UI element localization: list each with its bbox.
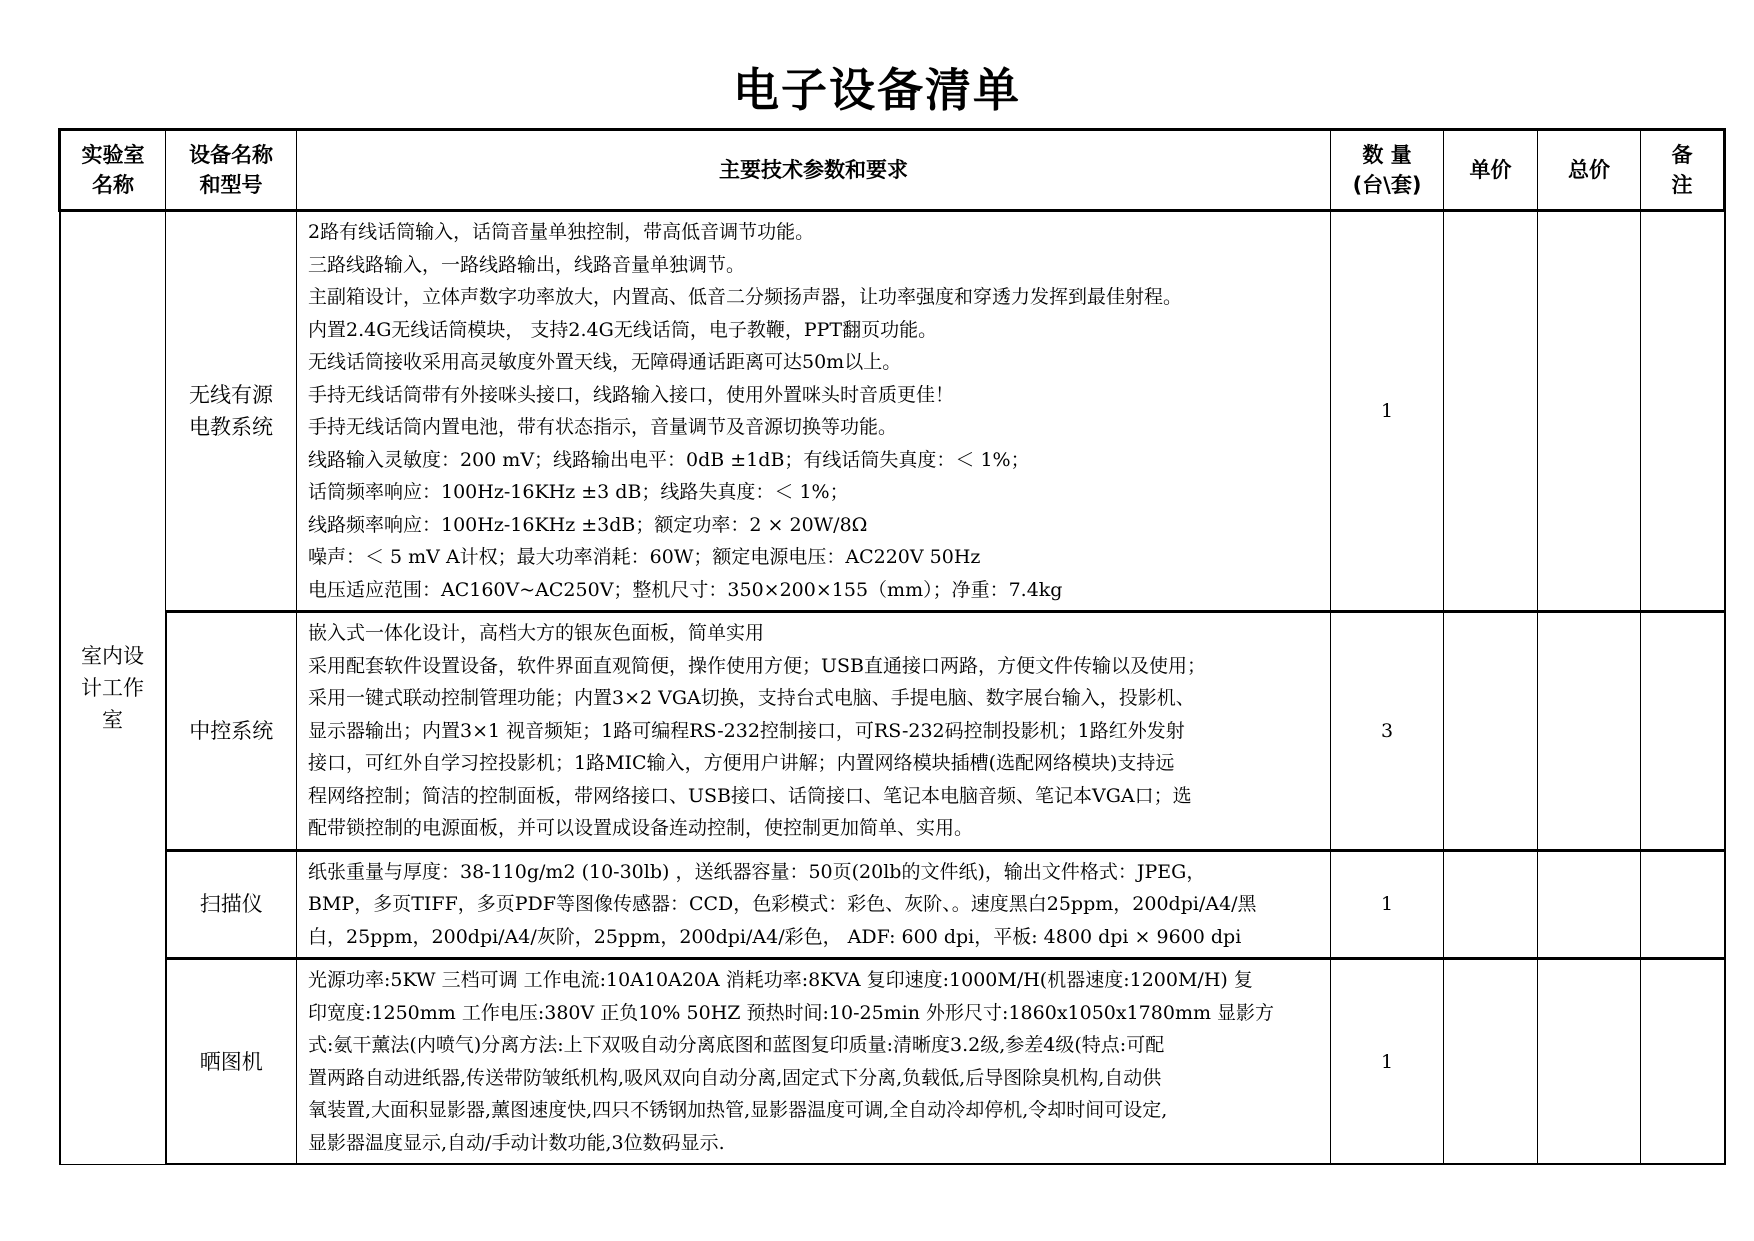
device-name-line: 无线有源: [189, 383, 273, 407]
qty-cell: 1: [1331, 850, 1444, 959]
remark-cell: [1641, 959, 1725, 1165]
spec-line: 程网络控制；简洁的控制面板，带网络接口、USB接口、话筒接口、笔记本电脑音频、笔记本VGA口；选: [308, 784, 1192, 807]
spec-line: 式:氨干薰法(内喷气)分离方法:上下双吸自动分离底图和蓝图复印质量:清晰度3.2级,参差4级(特点:可配: [308, 1034, 1165, 1056]
remark-cell: [1641, 850, 1725, 959]
header-lab-line: 实验室: [81, 143, 145, 167]
header-total-price: 总价: [1538, 130, 1641, 211]
device-name-line: 中控系统: [189, 718, 274, 743]
equipment-table: [58, 128, 1726, 1165]
spec-cell: [297, 612, 1331, 851]
lab-name-line: 计工作: [81, 675, 144, 700]
spec-line: 线路频率响应：100Hz-16KHz ±3dB；额定功率：2 × 20W/8Ω: [308, 513, 868, 536]
spec-line: 主副箱设计，立体声数字功率放大，内置高、低音二分频扬声器，让功率强度和穿透力发挥到最佳射程。: [308, 286, 1183, 308]
unit-price-cell: [1444, 211, 1538, 612]
lab-name-cell: [60, 211, 166, 1165]
spec-line: 手持无线话筒带有外接咪头接口，线路输入接口，使用外置咪头时音质更佳！: [308, 383, 955, 406]
spec-line: 电压适应范围：AC160V~AC250V；整机尺寸：350×200×155（mm）；净重：7.4kg: [308, 578, 1063, 601]
header-unit-price: 单价: [1444, 130, 1538, 211]
total-price-cell: [1538, 612, 1641, 851]
lab-name-line: 室: [102, 707, 123, 732]
spec-line: 置两路自动进纸器,传送带防皱纸机构,吸风双向自动分离,固定式下分离,负载低,后导图除臭机构,自动供: [308, 1066, 1162, 1089]
spec-line: 显影器温度显示,自动/手动计数功能,3位数码显示.: [308, 1131, 725, 1154]
header-qty-line: (台\套): [1352, 173, 1422, 197]
header-qty: [1331, 130, 1444, 211]
header-row: [60, 130, 1725, 211]
header-remark: [1641, 130, 1725, 211]
spec-line: BMP，多页TIFF，多页PDF等图像传感器：CCD，色彩模式：彩色、灰阶、。速度黑白25ppm，200dpi/A4/黑: [308, 893, 1257, 915]
spec-line: 嵌入式一体化设计，高档大方的银灰色面板，简单实用: [308, 622, 765, 644]
spec-cell: [297, 959, 1331, 1165]
remark-cell: [1641, 211, 1725, 612]
spec-line: 采用一键式联动控制管理功能；内置3×2 VGA切换，支持台式电脑、手提电脑、数字展台输入，投影机、: [308, 687, 1195, 709]
remark-cell: [1641, 612, 1725, 851]
header-device-line: 和型号: [199, 173, 263, 197]
qty-cell: 3: [1331, 612, 1444, 851]
spec-line: 光源功率:5KW 三档可调 工作电流:10A10A20A 消耗功率:8KVA 复印速度:1000M/H(机器速度:1200M/H) 复: [308, 969, 1253, 991]
spec-line: 内置2.4G无线话筒模块， 支持2.4G无线话筒，电子教鞭，PPT翻页功能。: [308, 318, 938, 341]
table-row: [60, 211, 1725, 612]
spec-cell: [297, 211, 1331, 612]
device-name-line: 扫描仪: [199, 892, 263, 917]
device-name-cell: [166, 211, 297, 612]
spec-line: 话筒频率响应：100Hz-16KHz ±3 dB；线路失真度：＜ 1%；: [308, 481, 849, 503]
table-row: [60, 612, 1725, 851]
lab-name-line: 室内设: [81, 643, 144, 668]
spec-line: 无线话筒接收采用高灵敏度外置天线，无障碍通话距离可达50m以上。: [308, 351, 902, 373]
device-name-line: 晒图机: [199, 1049, 263, 1074]
qty-cell: 1: [1331, 211, 1444, 612]
spec-line: 显示器输出；内置3×1 视音频矩；1路可编程RS-232控制接口，可RS-232码控制投影机；1路红外发射: [308, 719, 1185, 742]
header-device: [166, 130, 297, 211]
unit-price-cell: [1444, 959, 1538, 1165]
header-spec: 主要技术参数和要求: [297, 130, 1331, 211]
header-remark-line: 备: [1671, 143, 1693, 167]
spec-line: 纸张重量与厚度：38-110g/m2 (10-30lb) ，送纸器容量：50页(20lb的文件纸)，输出文件格式：JPEG，: [308, 860, 1206, 883]
table-row: [60, 850, 1725, 959]
spec-line: 线路输入灵敏度：200 mV；线路输出电平：0dB ±1dB；有线话筒失真度：＜ 1%；: [308, 448, 1030, 471]
spec-line: 接口，可红外自学习控投影机；1路MIC输入，方便用户讲解；内置网络模块插槽(选配网络模块)支持远: [308, 752, 1175, 774]
header-lab: [60, 130, 166, 211]
unit-price-cell: [1444, 612, 1538, 851]
total-price-cell: [1538, 211, 1641, 612]
device-name-cell: [166, 850, 297, 959]
total-price-cell: [1538, 850, 1641, 959]
spec-line: 氧装置,大面积显影器,薰图速度快,四只不锈钢加热管,显影器温度可调,全自动冷却停机,令却时间可设定,: [308, 1099, 1168, 1121]
spec-line: 三路线路输入，一路线路输出，线路音量单独调节。: [308, 253, 746, 276]
spec-line: 采用配套软件设置设备，软件界面直观简便，操作使用方便；USB直通接口两路，方便文件传输以及使用；: [308, 654, 1206, 677]
header-device-line: 设备名称: [189, 143, 273, 167]
total-price-cell: [1538, 959, 1641, 1165]
page-title: 电子设备清单: [733, 63, 1021, 117]
qty-cell: 1: [1331, 959, 1444, 1165]
header-lab-line: 名称: [92, 173, 134, 197]
spec-line: 噪声：＜ 5 mV A计权；最大功率消耗：60W；额定电源电压：AC220V 50Hz: [308, 546, 981, 568]
unit-price-cell: [1444, 850, 1538, 959]
spec-line: 2路有线话筒输入，话筒音量单独控制，带高低音调节功能。: [308, 221, 815, 243]
device-name-line: 电教系统: [189, 415, 273, 439]
spec-line: 白，25ppm，200dpi/A4/灰阶，25ppm，200dpi/A4/彩色， ADF: 600 dpi，平板: 4800 dpi × 9600 dpi: [308, 925, 1242, 948]
header-remark-line: 注: [1671, 173, 1693, 197]
spec-cell: [297, 850, 1331, 959]
spec-line: 手持无线话筒内置电池，带有状态指示，音量调节及音源切换等功能。: [308, 416, 898, 438]
device-name-cell: [166, 959, 297, 1165]
spec-line: 印宽度:1250mm 工作电压:380V 正负10% 50HZ 预热时间:10-25min 外形尺寸:1860x1050x1780mm 显影方: [308, 1001, 1275, 1024]
device-name-cell: [166, 612, 297, 851]
spec-line: 配带锁控制的电源面板，并可以设置成设备连动控制，使控制更加简单、实用。: [308, 817, 974, 839]
header-qty-line: 数 量: [1362, 143, 1412, 167]
table-row: [60, 959, 1725, 1165]
